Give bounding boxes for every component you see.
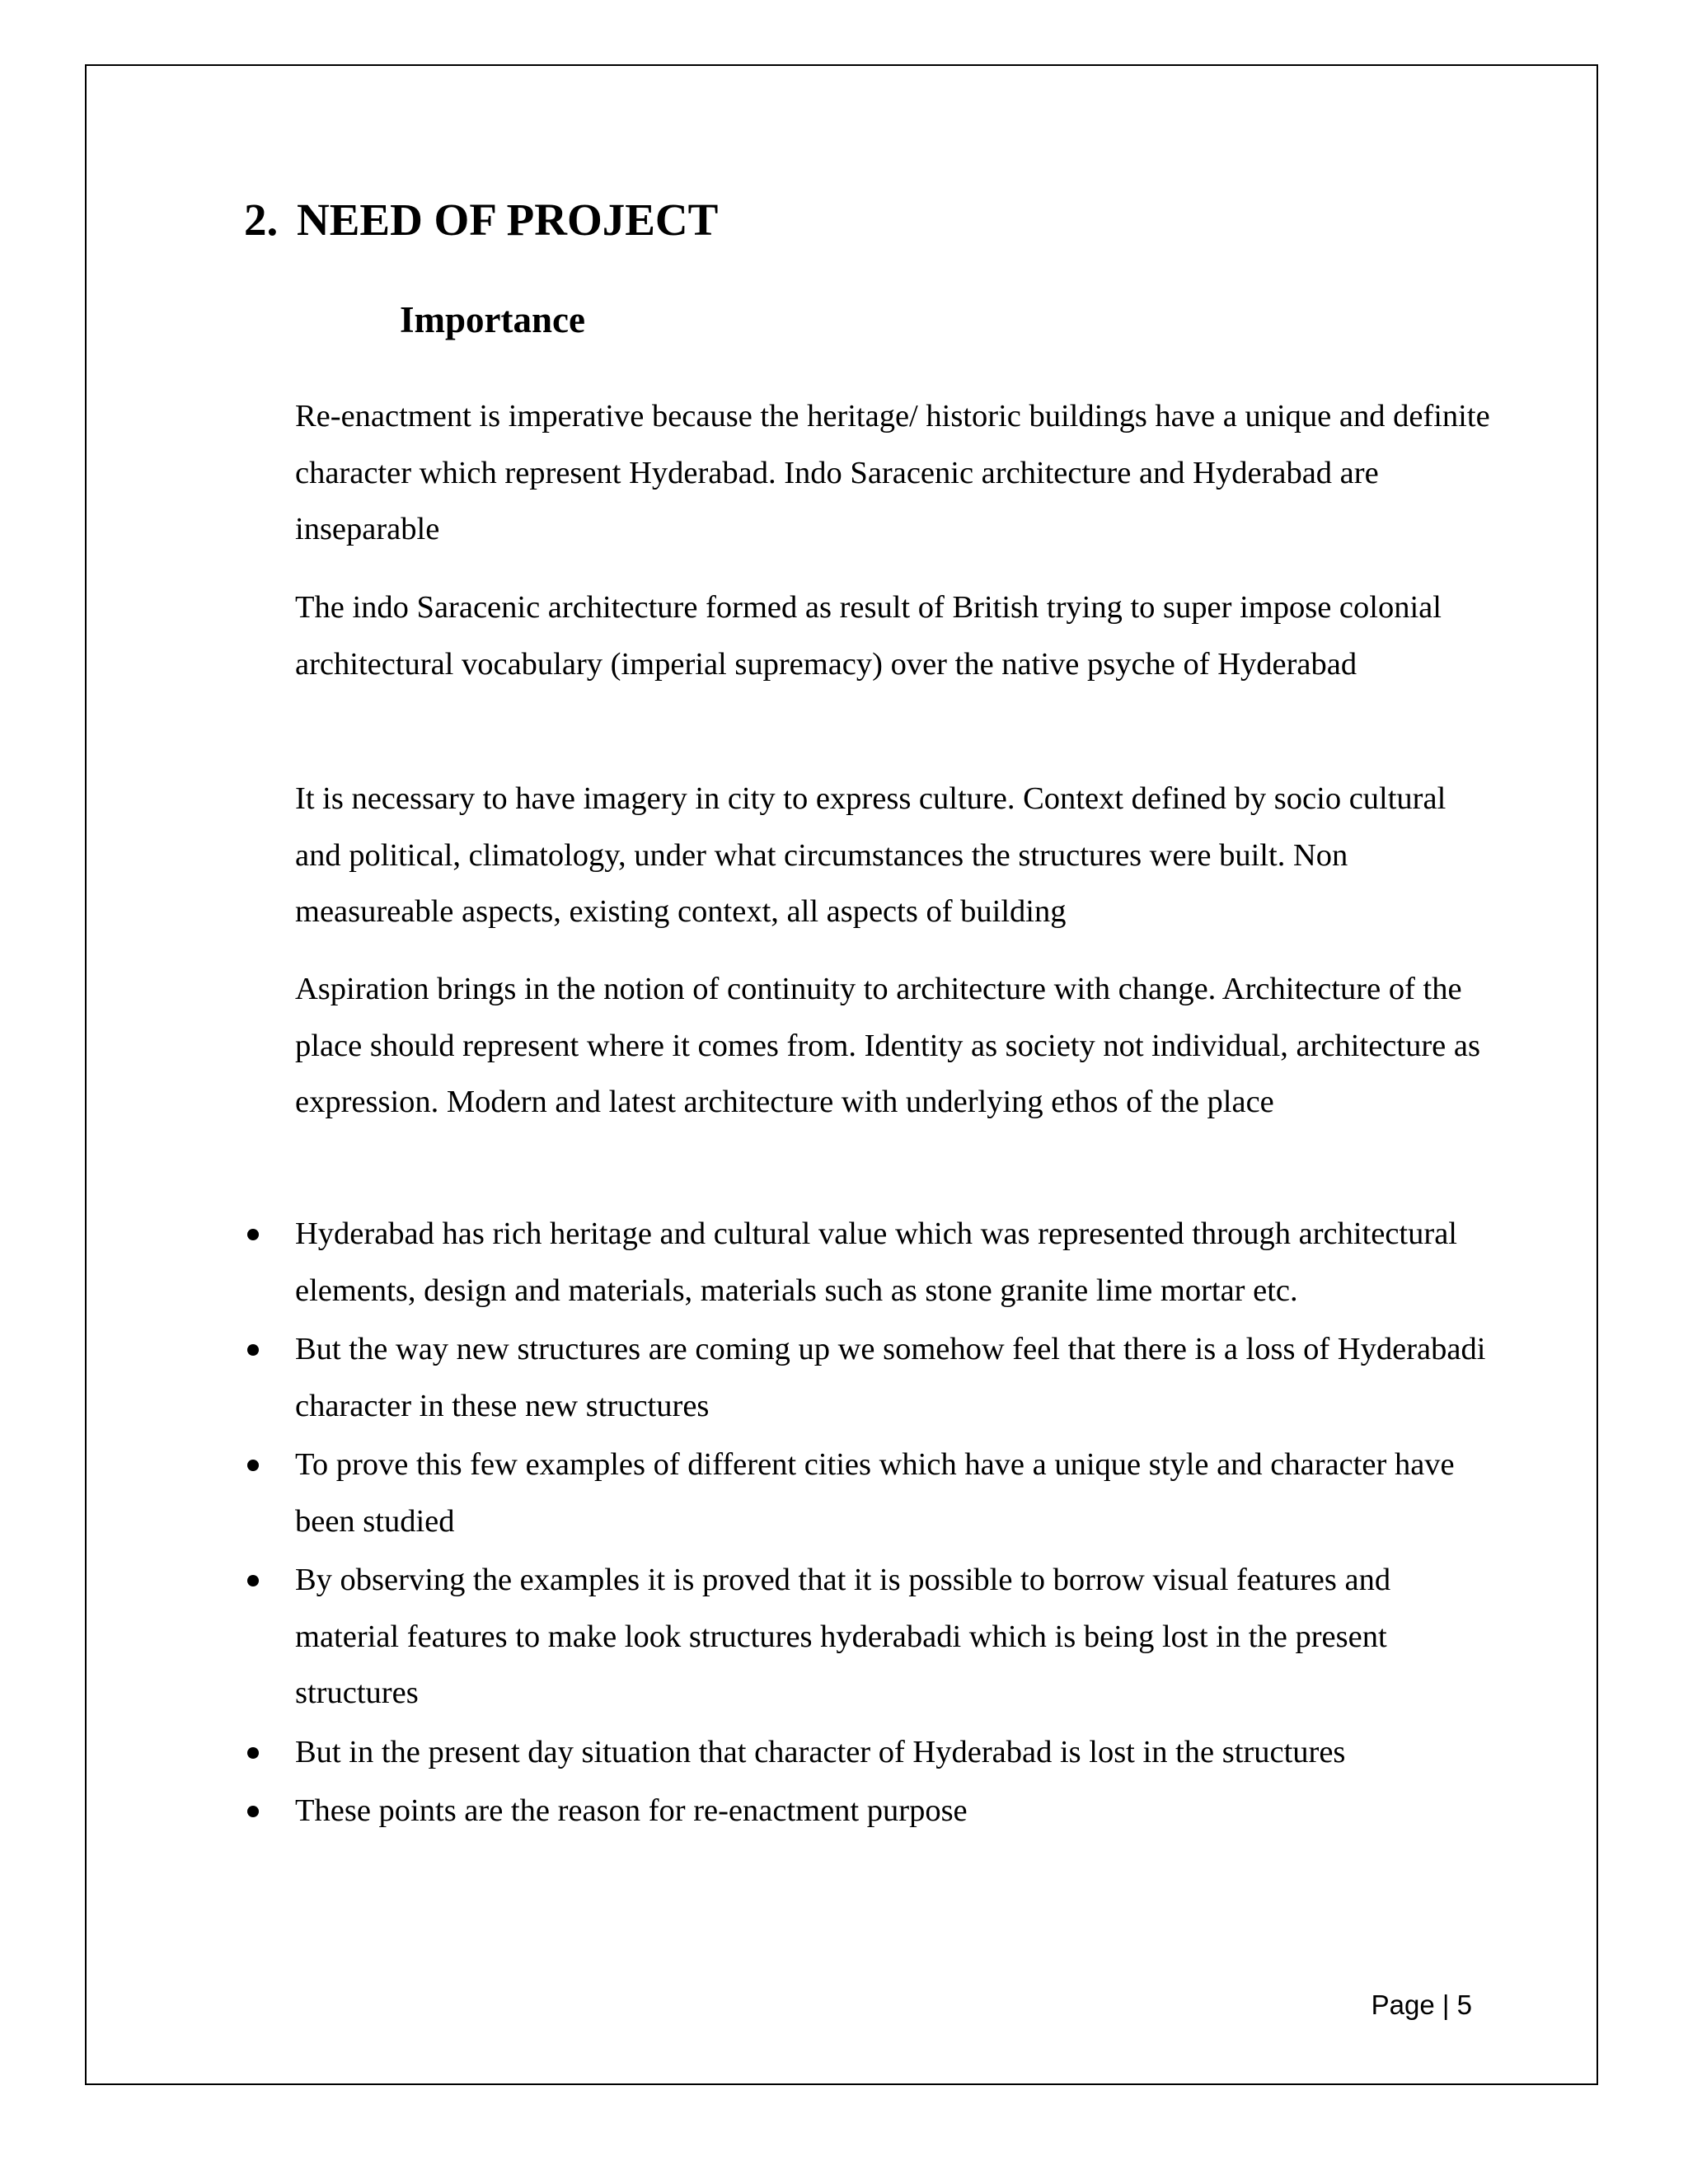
paragraph-3: It is necessary to have imagery in city to express culture. Context defined by socio cultural and political, climatology, under what circumstances the structures were built. Non measureable aspects, existing context, all aspects of building bbox=[295, 781, 1447, 929]
paragraph-2: The indo Saracenic architecture formed as result of British trying to super impose colonial architectural vocabulary (imperial supremacy) over the native psyche of Hyderabad bbox=[295, 590, 1442, 682]
bullet-icon bbox=[247, 1460, 259, 1471]
bullet-icon bbox=[247, 1344, 259, 1356]
list-item-text: But the way new structures are coming up we somehow feel that there is a loss of Hyderabadi character in these new structures bbox=[295, 1332, 1486, 1423]
list-item-text: To prove this few examples of different cities which have a unique style and character have been studied bbox=[295, 1447, 1455, 1539]
paragraph-1: Re-enactment is imperative because the heritage/ historic buildings have a unique and definite character which represent Hyderabad. Indo Saracenic architecture and Hyderabad are inseparable bbox=[295, 399, 1490, 546]
section-number: 2. bbox=[244, 194, 279, 245]
list-item-text: These points are the reason for re-enactment purpose bbox=[295, 1793, 968, 1828]
bullet-icon bbox=[247, 1229, 259, 1240]
list-item bbox=[244, 1783, 1490, 1840]
list-item bbox=[244, 1321, 1490, 1434]
list-item-text: By observing the examples it is proved that it is possible to borrow visual features and material features to make look structures hyderabadi which is being lost in the present structures bbox=[295, 1563, 1391, 1710]
bullet-list bbox=[244, 1206, 1490, 1842]
paragraph-4: Aspiration brings in the notion of continuity to architecture with change. Architecture of the place should represent where it comes from. Identity as society not individual, architecture as expression. Modern and latest architecture with underlying ethos of the place bbox=[295, 972, 1480, 1119]
list-item bbox=[244, 1206, 1490, 1319]
list-item-text: But in the present day situation that character of Hyderabad is lost in the structures bbox=[295, 1734, 1346, 1769]
list-item bbox=[244, 1552, 1490, 1722]
list-item bbox=[244, 1436, 1490, 1549]
section-title: NEED OF PROJECT bbox=[297, 194, 719, 245]
bullet-icon bbox=[247, 1575, 259, 1586]
list-item-text: Hyderabad has rich heritage and cultural value which was represented through architectural elements, design and materials, materials such as stone granite lime mortar etc. bbox=[295, 1216, 1457, 1308]
section-heading bbox=[244, 191, 718, 249]
bullet-icon bbox=[247, 1747, 259, 1759]
bullet-icon bbox=[247, 1806, 259, 1817]
list-item bbox=[244, 1724, 1490, 1781]
subheading-importance: Importance bbox=[400, 299, 585, 340]
page-number: Page | 5 bbox=[1371, 1990, 1472, 2020]
